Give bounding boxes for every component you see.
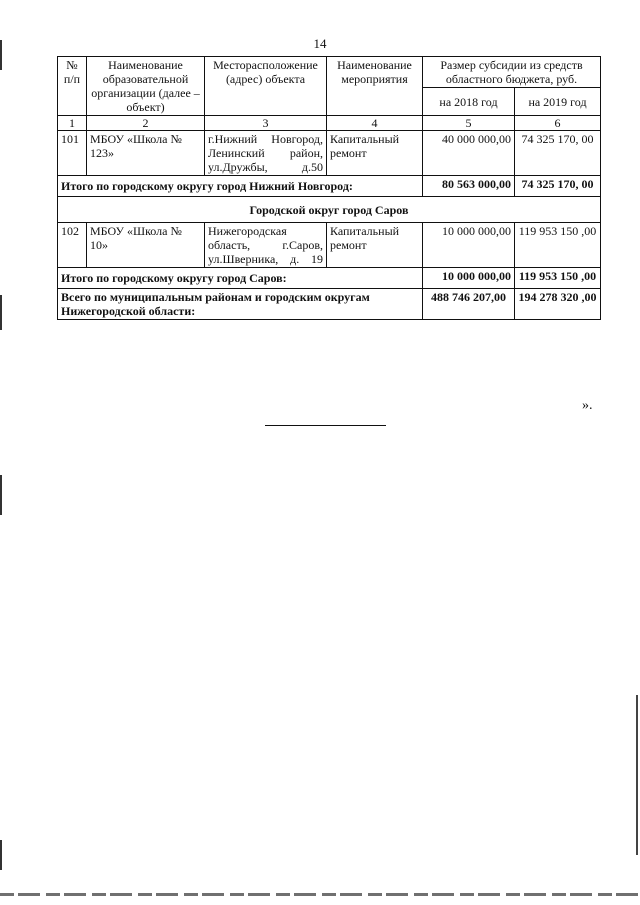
total-row-nizhny-novgorod — [58, 176, 601, 197]
closing-quote: ». — [582, 398, 593, 413]
total-amount-2018: 10 000 000,00 — [423, 268, 515, 289]
separator-line — [265, 425, 386, 426]
row-amount-2019: 74 325 170, 00 — [515, 131, 601, 176]
header-num: № п/п — [58, 57, 87, 116]
table-header-row — [58, 57, 601, 88]
row-num: 101 — [58, 131, 87, 176]
header-organization: Наименование образовательной организации (далее – объект) — [87, 57, 205, 116]
grand-total-row — [58, 289, 601, 320]
header-2018: на 2018 год — [423, 88, 515, 116]
row-address: Нижегородская область, г.Саров, ул.Шверника, д. 19 — [205, 223, 327, 268]
total-amount-2019: 119 953 150 ,00 — [515, 268, 601, 289]
table-row — [58, 223, 601, 268]
column-number: 1 — [58, 116, 87, 131]
column-number: 3 — [205, 116, 327, 131]
column-number: 2 — [87, 116, 205, 131]
row-num: 102 — [58, 223, 87, 268]
grand-total-amount-2019: 194 278 320 ,00 — [515, 289, 601, 320]
header-event: Наименование мероприятия — [327, 57, 423, 116]
scan-artifact — [0, 840, 2, 870]
header-2019: на 2019 год — [515, 88, 601, 116]
column-number-row — [58, 116, 601, 131]
scan-artifact — [0, 475, 2, 515]
page-number: 14 — [313, 36, 327, 51]
scan-artifact — [636, 695, 638, 855]
grand-total-label: Всего по муниципальным районам и городским округам Нижегородской области: — [58, 289, 423, 320]
row-amount-2018: 40 000 000,00 — [423, 131, 515, 176]
total-amount-2018: 80 563 000,00 — [423, 176, 515, 197]
row-organization: МБОУ «Школа № 123» — [87, 131, 205, 176]
column-number: 4 — [327, 116, 423, 131]
total-label: Итого по городскому округу город Саров: — [58, 268, 423, 289]
row-address: г.Нижний Новгород, Ленинский район, ул.Дружбы, д.50 — [205, 131, 327, 176]
table-row — [58, 131, 601, 176]
header-subsidy: Размер субсидии из средств областного бюджета, руб. — [423, 57, 601, 88]
column-number: 6 — [515, 116, 601, 131]
scan-artifact — [0, 893, 640, 896]
row-organization: МБОУ «Школа № 10» — [87, 223, 205, 268]
row-event: Капитальный ремонт — [327, 131, 423, 176]
subsidy-table — [57, 56, 601, 320]
row-amount-2018: 10 000 000,00 — [423, 223, 515, 268]
grand-total-amount-2018: 488 746 207,00 — [423, 289, 515, 320]
total-row-sarov — [58, 268, 601, 289]
total-label: Итого по городскому округу город Нижний Новгород: — [58, 176, 423, 197]
section-row-sarov — [58, 197, 601, 223]
total-amount-2019: 74 325 170, 00 — [515, 176, 601, 197]
scan-artifact — [0, 40, 2, 70]
column-number: 5 — [423, 116, 515, 131]
header-address: Месторасположение (адрес) объекта — [205, 57, 327, 116]
section-title: Городской округ город Саров — [58, 197, 601, 223]
row-event: Капитальный ремонт — [327, 223, 423, 268]
scan-artifact — [0, 295, 2, 330]
row-amount-2019: 119 953 150 ,00 — [515, 223, 601, 268]
